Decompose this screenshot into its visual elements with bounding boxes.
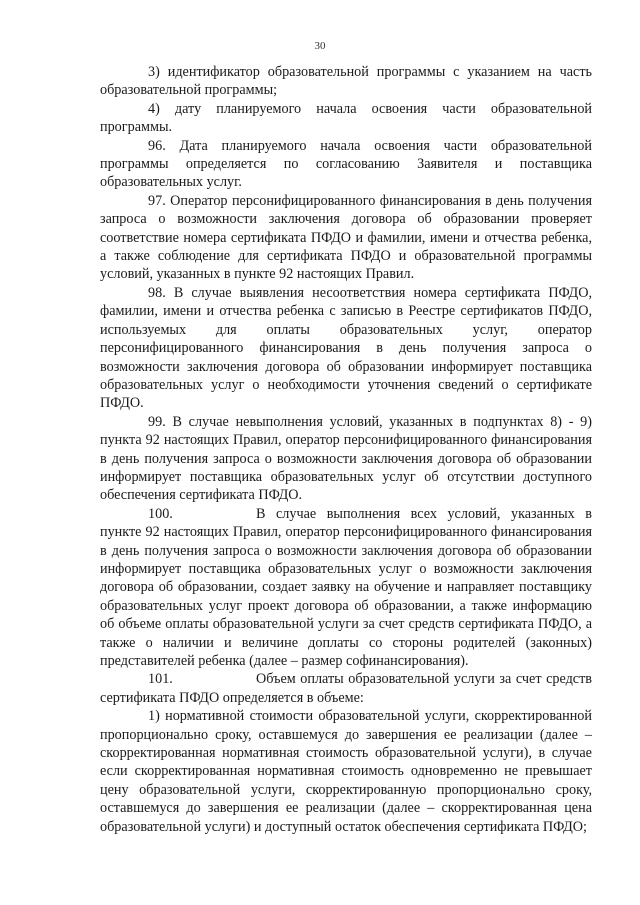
paragraph — [100, 670, 592, 707]
paragraph — [100, 505, 592, 671]
paragraph: 3) идентификатор образовательной программы с указанием на часть образовательной программы; — [100, 64, 592, 99]
page-number: 30 — [314, 40, 326, 52]
paragraph: 99. В случае невыполнения условий, указанных в подпунктах 8) - 9) пункта 92 настоящих Правил, оператор персонифицированного финансирования в день получения запроса о возможности заключения договора об образовании информирует поставщика образовательных услуг об отсутствии доступного обеспечения сертификата ПФДО. — [100, 413, 592, 504]
paragraph: 1) нормативной стоимости образовательной услуги, скорректированной пропорционально сроку, оставшемуся до завершения ее реализации (далее – скорректированная нормативная стоимость образовательной услуги), в случае если скорректированная нормативная стоимость одновременно не превышает цену образовательной услуги, скорректированную пропорционально сроку, оставшемуся до завершения ее реализации (далее – скорректированная цена образовательной услуги) и доступный остаток обеспечения сертификата ПФДО; — [100, 708, 592, 835]
paragraph-number: 100. — [148, 505, 173, 522]
paragraph-text: В случае выполнения всех условий, указанных в пункте 92 настоящих Правил, оператор персонифицированного финансирования в день получения запроса о возможности заключения договора об образовании информирует поставщика образовательных услуг о возможности заключения договора об образовании, создает заявку на обучение и направляет поставщику образовательных услуг проект договора об образовании, а также информацию об объеме оплаты образовательной услуги за счет средств сертификата ПФДО, а также о наличии и величине доплаты со стороны родителей (законных) представителей ребенка (далее – размер софинансирования). — [100, 505, 592, 669]
paragraph: 98. В случае выявления несоответствия номера сертификата ПФДО, фамилии, имени и отчества ребенка с записью в Реестре сертификатов ПФДО, используемых для оплаты образовательных услуг, оператор персонифицированного финансирования в день получения запроса о возможности заключения договора об образовании информирует поставщика образовательных услуг о необходимости уточнения сведений о сертификате ПФДО. — [100, 284, 592, 412]
paragraph-number: 101. — [148, 671, 173, 688]
paragraph: 97. Оператор персонифицированного финансирования в день получения запроса о возможности заключения договора об образовании проверяет соответствие номера сертификата ПФДО и фамилии, имени и отчества ребенка, а также соблюдение для сертификата ПФДО и образовательной программы условий, указанных в пункте 92 настоящих Правил. — [100, 192, 592, 283]
document-body — [100, 63, 592, 836]
paragraph: 96. Дата планируемого начала освоения части образовательной программы определяется по согласованию Заявителя и поставщика образовательных услуг. — [100, 137, 592, 191]
paragraph-text: Объем оплаты образовательной услуги за счет средств сертификата ПФДО определяется в объеме: — [100, 671, 592, 706]
paragraph: 4) дату планируемого начала освоения части образовательной программы. — [100, 100, 592, 136]
